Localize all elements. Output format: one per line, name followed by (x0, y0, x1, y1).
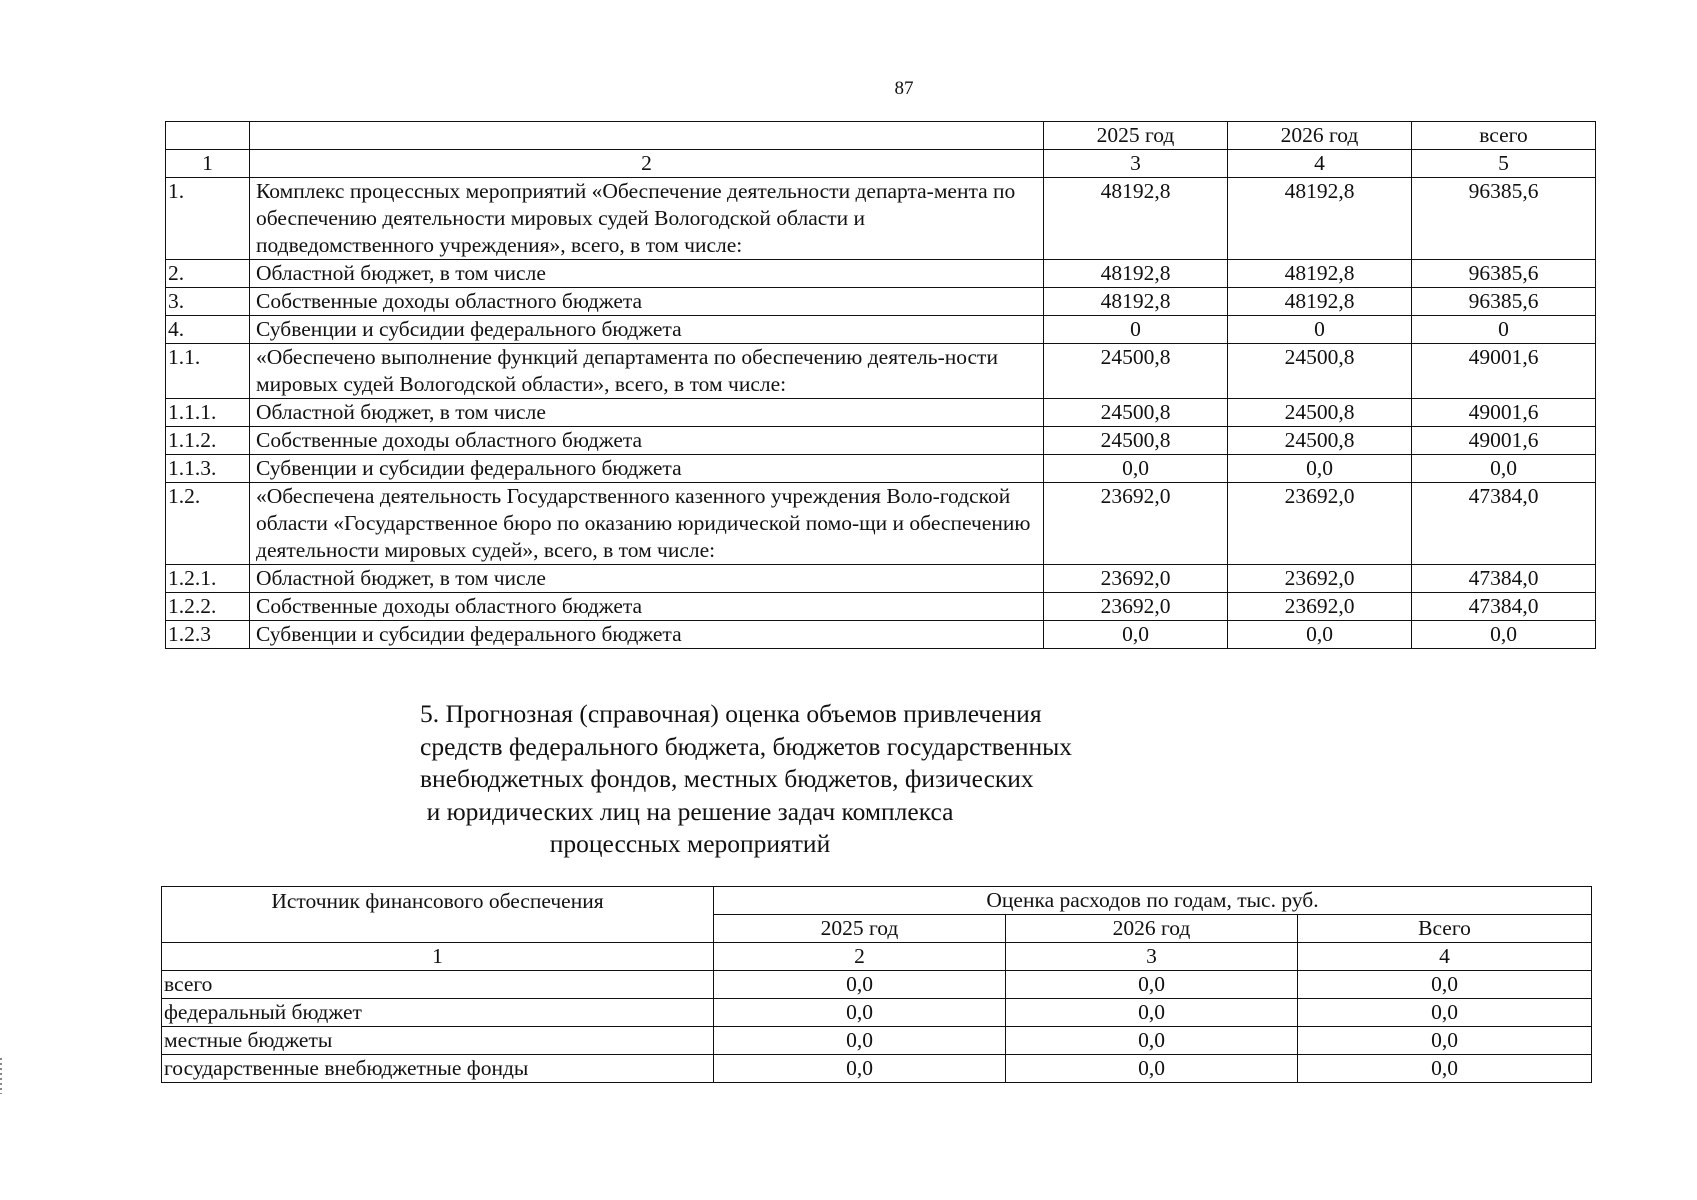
financing-table (165, 121, 1596, 649)
row-value-2026: 0,0 (1228, 455, 1412, 483)
header-cell-empty (250, 122, 1044, 150)
row-source-cell: федеральный бюджет (162, 999, 714, 1027)
table-row (166, 621, 1596, 649)
row-value-total: 49001,6 (1412, 344, 1596, 399)
row-value-2026: 24500,8 (1228, 427, 1412, 455)
row-number-cell: 1.1.3. (166, 455, 250, 483)
row-name-cell: «Обеспечено выполнение функций департамента по обеспечению деятель-ности мировых судей Вологодской области», всего, в том числе: (250, 344, 1044, 399)
row-number-cell: 1.2.3 (166, 621, 250, 649)
row-value-total: 49001,6 (1412, 427, 1596, 455)
row-value-2025: 23692,0 (1044, 483, 1228, 565)
row-value-total: 0,0 (1298, 999, 1592, 1027)
header-estimate: Оценка расходов по годам, тыс. руб. (714, 887, 1592, 915)
header-cell-empty (166, 122, 250, 150)
column-number: 4 (1298, 943, 1592, 971)
column-number: 1 (166, 150, 250, 178)
column-number: 4 (1228, 150, 1412, 178)
column-number: 3 (1006, 943, 1298, 971)
funding-sources-table (161, 886, 1592, 1083)
row-name-cell: Собственные доходы областного бюджета (250, 288, 1044, 316)
column-number: 5 (1412, 150, 1596, 178)
row-value-2025: 48192,8 (1044, 288, 1228, 316)
row-value-total: 96385,6 (1412, 178, 1596, 260)
row-value-2026: 0,0 (1228, 621, 1412, 649)
row-name-cell: Областной бюджет, в том числе (250, 260, 1044, 288)
row-value-2026: 24500,8 (1228, 344, 1412, 399)
row-value-2026: 0,0 (1006, 971, 1298, 999)
row-name-cell: Областной бюджет, в том числе (250, 565, 1044, 593)
column-number: 1 (162, 943, 714, 971)
row-value-2025: 0 (1044, 316, 1228, 344)
row-name-cell: Субвенции и субсидии федерального бюджета (250, 455, 1044, 483)
row-source-cell: всего (162, 971, 714, 999)
header-total: всего (1412, 122, 1596, 150)
row-name-cell: Комплекс процессных мероприятий «Обеспечение деятельности департа-мента по обеспечению деятельности мировых судей Вологодской области и подведомственного учреждения», всего, в том числе: (250, 178, 1044, 260)
row-value-2026: 48192,8 (1228, 260, 1412, 288)
row-name-cell: Собственные доходы областного бюджета (250, 427, 1044, 455)
row-value-2025: 0,0 (714, 1055, 1006, 1083)
row-number-cell: 1.2.2. (166, 593, 250, 621)
row-value-total: 0,0 (1298, 971, 1592, 999)
table-row (166, 316, 1596, 344)
row-value-2025: 24500,8 (1044, 344, 1228, 399)
row-value-2026: 23692,0 (1228, 483, 1412, 565)
table-row (166, 455, 1596, 483)
table-row (166, 427, 1596, 455)
row-value-2026: 0 (1228, 316, 1412, 344)
header-total: Всего (1298, 915, 1592, 943)
header-year-2025: 2025 год (714, 915, 1006, 943)
row-value-2025: 48192,8 (1044, 178, 1228, 260)
section-title-line: 5. Прогнозная (справочная) оценка объемов привлечения (420, 699, 1042, 728)
header-year-2026: 2026 год (1006, 915, 1298, 943)
row-number-cell: 1.2.1. (166, 565, 250, 593)
row-value-2026: 48192,8 (1228, 288, 1412, 316)
section-title-line: внебюджетных фондов, местных бюджетов, физических (420, 764, 1034, 793)
column-number: 2 (714, 943, 1006, 971)
row-value-2025: 24500,8 (1044, 427, 1228, 455)
column-number: 2 (250, 150, 1044, 178)
column-number: 3 (1044, 150, 1228, 178)
row-number-cell: 1.1. (166, 344, 250, 399)
row-name-cell: «Обеспечена деятельность Государственного казенного учреждения Воло-годской области «Государственное бюро по оказанию юридической помо-щи и обеспечению деятельности мировых судей», всего, в том числе: (250, 483, 1044, 565)
row-name-cell: Областной бюджет, в том числе (250, 399, 1044, 427)
row-number-cell: 1.1.2. (166, 427, 250, 455)
section-5-title (420, 698, 1073, 861)
table-row (166, 399, 1596, 427)
row-name-cell: Субвенции и субсидии федерального бюджета (250, 621, 1044, 649)
row-number-cell: 1. (166, 178, 250, 260)
table-row (166, 178, 1596, 260)
row-number-cell: 3. (166, 288, 250, 316)
row-source-cell: местные бюджеты (162, 1027, 714, 1055)
row-source-cell: государственные внебюджетные фонды (162, 1055, 714, 1083)
table-row (166, 260, 1596, 288)
row-name-cell: Субвенции и субсидии федерального бюджета (250, 316, 1044, 344)
row-value-2025: 0,0 (714, 971, 1006, 999)
header-year-2026: 2026 год (1228, 122, 1412, 150)
header-year-2025: 2025 год (1044, 122, 1228, 150)
table-row (166, 344, 1596, 399)
row-value-total: 0 (1412, 316, 1596, 344)
row-value-total: 0,0 (1412, 621, 1596, 649)
table-row (162, 1055, 1592, 1083)
row-number-cell: 1.2. (166, 483, 250, 565)
table-header-row (162, 887, 1592, 915)
section-title-line: и юридических лиц на решение задач комплекса (426, 796, 954, 826)
row-value-2025: 0,0 (714, 1027, 1006, 1055)
row-value-total: 47384,0 (1412, 483, 1596, 565)
column-number-row (162, 943, 1592, 971)
row-value-2025: 0,0 (714, 999, 1006, 1027)
scan-edge-mark (0, 1058, 2, 1094)
row-value-2025: 0,0 (1044, 455, 1228, 483)
table-row (166, 565, 1596, 593)
section-title-line: средств федерального бюджета, бюджетов государственных (420, 731, 1073, 761)
row-number-cell: 1.1.1. (166, 399, 250, 427)
row-value-total: 0,0 (1298, 1055, 1592, 1083)
row-value-total: 0,0 (1298, 1027, 1592, 1055)
section-title-line: процессных мероприятий (549, 829, 831, 858)
row-value-2025: 48192,8 (1044, 260, 1228, 288)
row-value-2025: 23692,0 (1044, 565, 1228, 593)
row-value-total: 96385,6 (1412, 288, 1596, 316)
row-value-2026: 0,0 (1006, 1055, 1298, 1083)
row-value-2026: 0,0 (1006, 1027, 1298, 1055)
row-value-2025: 24500,8 (1044, 399, 1228, 427)
row-value-2026: 23692,0 (1228, 593, 1412, 621)
table-row (166, 288, 1596, 316)
table-row (166, 483, 1596, 565)
table-row (166, 593, 1596, 621)
column-number-row (166, 150, 1596, 178)
table-row (162, 971, 1592, 999)
row-value-2026: 48192,8 (1228, 178, 1412, 260)
row-value-total: 49001,6 (1412, 399, 1596, 427)
table-row (162, 999, 1592, 1027)
row-name-cell: Собственные доходы областного бюджета (250, 593, 1044, 621)
row-value-total: 0,0 (1412, 455, 1596, 483)
header-source: Источник финансового обеспечения (162, 887, 714, 943)
row-value-total: 47384,0 (1412, 565, 1596, 593)
table-header-row (166, 122, 1596, 150)
page-number: 87 (894, 78, 914, 99)
row-value-2025: 23692,0 (1044, 593, 1228, 621)
row-value-2026: 24500,8 (1228, 399, 1412, 427)
row-value-total: 96385,6 (1412, 260, 1596, 288)
row-number-cell: 2. (166, 260, 250, 288)
row-value-2025: 0,0 (1044, 621, 1228, 649)
row-number-cell: 4. (166, 316, 250, 344)
row-value-2026: 0,0 (1006, 999, 1298, 1027)
table-row (162, 1027, 1592, 1055)
row-value-2026: 23692,0 (1228, 565, 1412, 593)
row-value-total: 47384,0 (1412, 593, 1596, 621)
